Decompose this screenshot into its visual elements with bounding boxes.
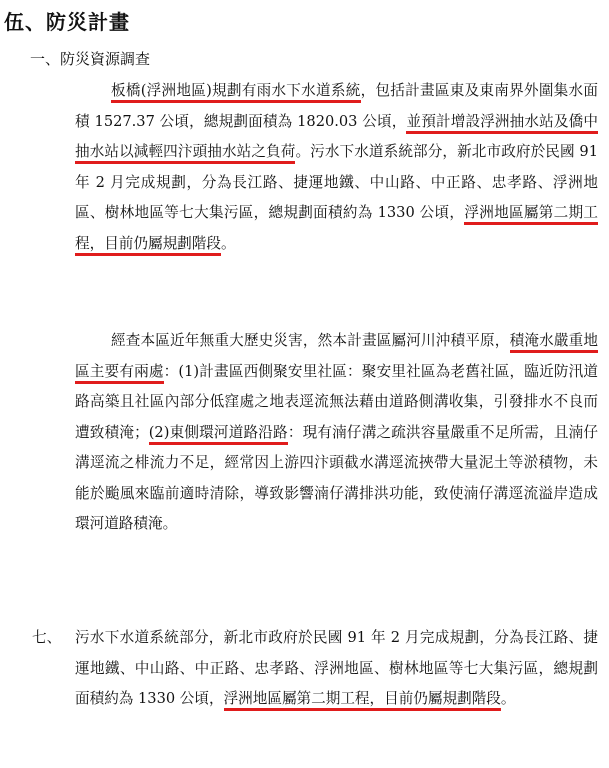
text-end-period-2: 。 — [500, 690, 516, 707]
text-end-period: 。 — [220, 234, 236, 252]
highlight-phase-two: 浮洲地區屬第二期工程，目前仍屬規劃階段 — [75, 204, 598, 256]
highlight-phase-two-2: 浮洲地區屬第二期工程，目前仍屬規劃階段 — [224, 690, 501, 711]
highlight-east-road: (2)東側環河道路沿路 — [149, 424, 288, 445]
section-title: 伍、防災計畫 — [4, 10, 130, 34]
text-ditch-capacity: ：現有湳仔溝之疏洪容量嚴重不足所需，且湳仔溝逕流之棑流力不足，經常因上游四汴頭截水溝逕流挾帶大量泥土等淤積物，未能於颱風來臨前適時清除，導致影響湳仔溝排洪功能，致使湳仔溝逕流溢岸造成環河道路積淹。 — [75, 423, 598, 532]
paragraph-drainage-system — [75, 76, 598, 259]
text-history-intro: 經查本區近年無重大歷史災害，然本計畫區屬河川沖積平原， — [111, 332, 510, 349]
highlight-rainwater-sewer: 板橋(浮洲地區)規劃有雨水下水道系統 — [111, 82, 361, 103]
text-sewer-planning-2: 污水下水道系統部分，新北市政府於民國 91 年 2 月完成規劃，分為長江路、捷運地鐵、中山路、中正路、忠孝路、浮洲地區、樹林地區等七大集污區，總規劃面積約為 1330 公頃， — [75, 629, 598, 707]
highlight-pump-stations: 並預計增設浮洲抽水站及僑中抽水站以減輕四汴頭抽水站之負荷 — [75, 113, 598, 165]
text-west-community: ：(1)計畫區西側聚安里社區：聚安里社區為老舊社區，臨近防汛道路高築且社區內部分低窪處之地表逕流無法藉由道路側溝收集，引發排水不良而遭致積淹； — [75, 362, 598, 441]
item-seven-label: 七、 — [32, 629, 62, 646]
paragraph-sewer-system — [75, 623, 598, 715]
paragraph-flood-history — [75, 326, 598, 540]
text-catchment-area: ，包括計畫區東及東南界外圍集水面積 1527.37 公頃，總規劃面積為 1820.03 公頃， — [75, 82, 598, 130]
text-sewer-planning: 。污水下水道系統部分，新北市政府於民國 91 年 2 月完成規劃，分為長江路、捷運地鐵、中山路、中正路、忠孝路、浮洲地區、樹林地區等七大集污區，總規劃面積約為 1330 公頃， — [75, 143, 598, 221]
highlight-flood-areas: 積淹水嚴重地區主要有兩處 — [75, 332, 598, 384]
subsection-title: 一、防災資源調查 — [30, 50, 151, 68]
